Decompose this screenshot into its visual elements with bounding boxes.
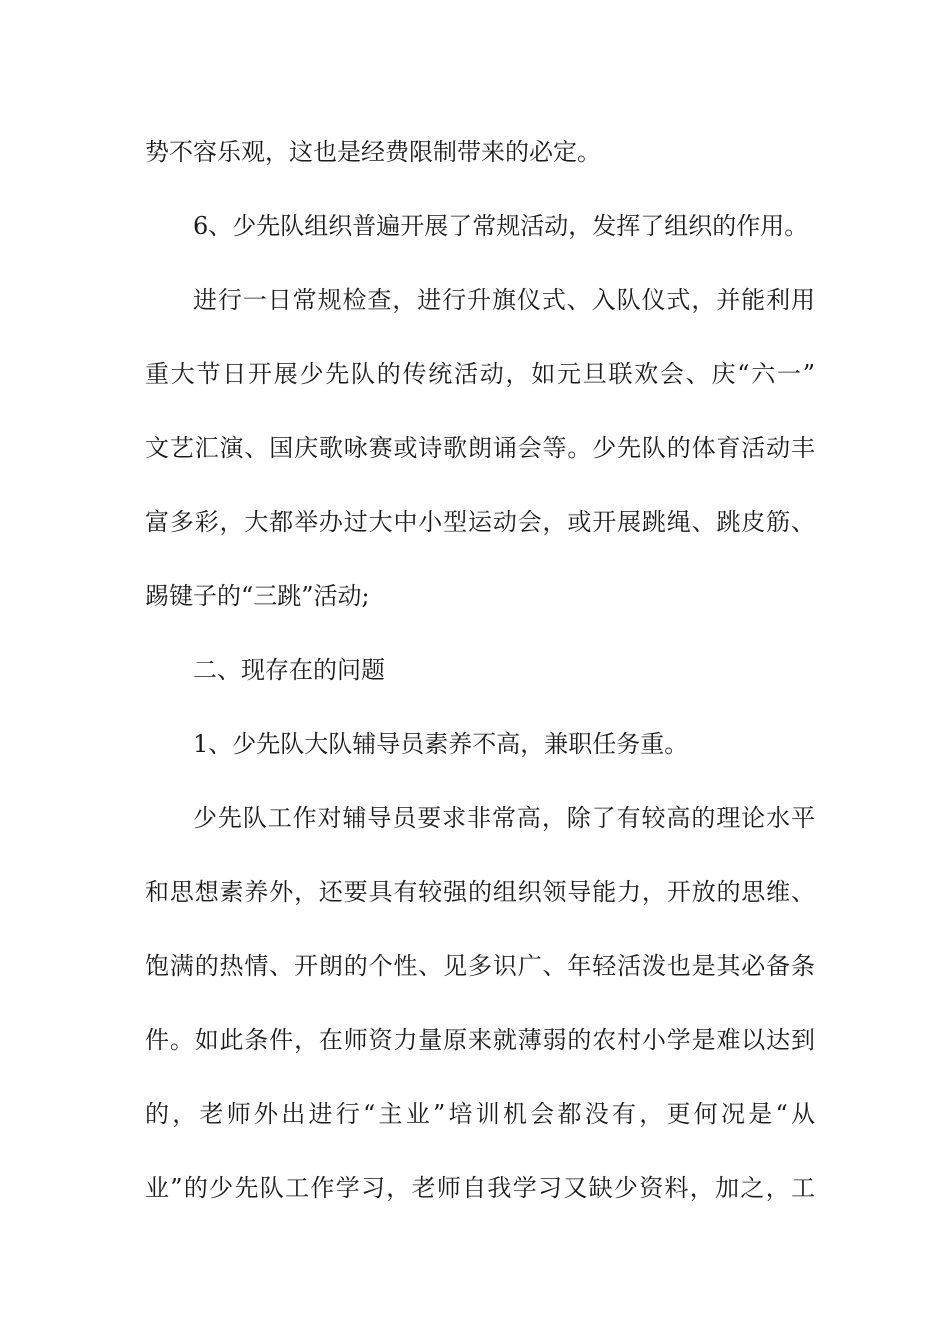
paragraph-line: 进行一日常规检查，进行升旗仪式、入队仪式，并能利用: [193, 286, 815, 314]
paragraph-line: 重大节日开展少先队的传统活动，如元旦联欢会、庆“六一”: [145, 360, 815, 388]
paragraph-line: 文艺汇演、国庆歌咏赛或诗歌朗诵会等。少先队的体育活动丰: [145, 434, 815, 462]
section-heading: 二、现存在的问题: [193, 656, 385, 684]
paragraph-line: 饱满的热情、开朗的个性、见多识广、年轻活泼也是其必备条: [145, 952, 815, 980]
paragraph-line: 和思想素养外，还要具有较强的组织领导能力，开放的思维、: [145, 878, 815, 906]
paragraph-line: 1、少先队大队辅导员素养不高，兼职任务重。: [193, 730, 689, 758]
paragraph-line: 6、少先队组织普遍开展了常规活动，发挥了组织的作用。: [193, 212, 809, 240]
paragraph-line: 业”的少先队工作学习，老师自我学习又缺少资料，加之，工: [145, 1174, 815, 1202]
paragraph-line: 的，老师外出进行“主业”培训机会都没有，更何况是“从: [145, 1100, 815, 1128]
paragraph-line: 件。如此条件，在师资力量原来就薄弱的农村小学是难以达到: [145, 1026, 815, 1054]
paragraph-line: 踢键子的“三跳”活动;: [145, 582, 370, 610]
paragraph-line: 少先队工作对辅导员要求非常高，除了有较高的理论水平: [193, 804, 815, 832]
paragraph-line: 富多彩，大都举办过大中小型运动会，或开展跳绳、跳皮筋、: [145, 508, 815, 536]
paragraph-line: 势不容乐观，这也是经费限制带来的必定。: [145, 138, 601, 166]
